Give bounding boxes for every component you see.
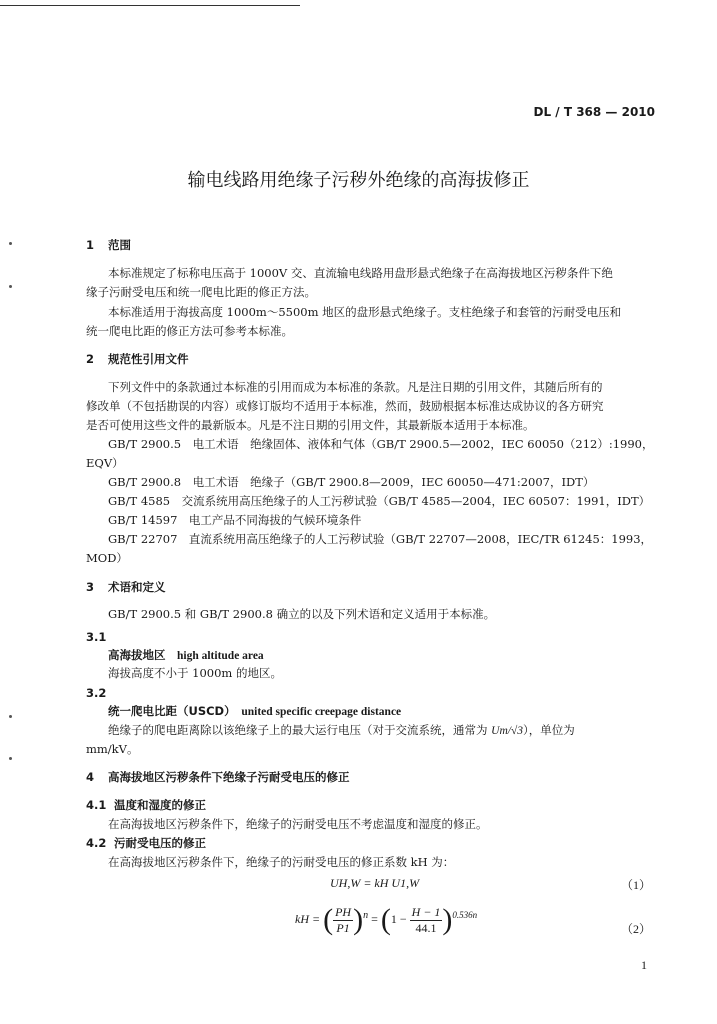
scan-speck bbox=[9, 757, 12, 760]
s4-1-text: 在高海拔地区污秽条件下，绝缘子的污耐受电压不考虑温度和湿度的修正。 bbox=[108, 817, 488, 831]
ref-gbt2900-5: GB/T 2900.5 电工术语 绝缘固体、液体和气体（GB/T 2900.5—2002，IEC 60050（212）:1990， bbox=[108, 437, 654, 451]
section-4-heading: 4 高海拔地区污秽条件下绝缘子污耐受电压的修正 bbox=[86, 770, 350, 784]
scan-speck bbox=[9, 715, 12, 718]
s4-2-text: 在高海拔地区污秽条件下，绝缘子的污耐受电压的修正系数 kH 为： bbox=[108, 855, 455, 869]
s1-para2-line2: 统一爬电比距的修正方法可参考本标准。 bbox=[86, 324, 293, 338]
equation-2: kH = ( $\frac{PH}{P1}$ )$^n$ = (1 − $\frac{H - 1}{44.1}$ )$^{0.536n}$ bbox=[295, 903, 478, 936]
ref-gbt22707: GB/T 22707 直流系统用高压绝缘子的人工污秽试验（GB/T 22707—2008，IEC/TR 61245：1993， bbox=[108, 532, 653, 546]
section-4-2-heading: 4.2 污耐受电压的修正 bbox=[86, 836, 206, 850]
equation-2-number: （2） bbox=[620, 922, 651, 936]
top-rule bbox=[0, 5, 300, 6]
s3-intro: GB/T 2900.5 和 GB/T 2900.8 确立的以及下列术语和定义适用于本标准。 bbox=[108, 607, 496, 621]
ref-gbt2900-8: GB/T 2900.8 电工术语 绝缘子（GB/T 2900.8—2009，IEC 60050—471:2007，IDT） bbox=[108, 475, 595, 489]
section-4-1-heading: 4.1 温度和湿度的修正 bbox=[86, 798, 206, 812]
scan-speck bbox=[9, 285, 12, 288]
term-3-2-definition: 绝缘子的爬电距离除以该绝缘子上的最大运行电压（对于交流系统，通常为 Um/√3），单位为 bbox=[108, 723, 575, 737]
s2-para-line2: 修改单（不包括勘误的内容）或修订版均不适用于本标准，然而，鼓励根据本标准达成协议的各方研究 bbox=[86, 399, 604, 413]
term-3-1-definition: 海拔高度不小于 1000m 的地区。 bbox=[108, 666, 282, 680]
ref-gbt4585: GB/T 4585 交流系统用高压绝缘子的人工污秽试验（GB/T 4585—2004，IEC 60507：1991，IDT） bbox=[108, 494, 651, 508]
page-number: 1 bbox=[641, 958, 647, 972]
ref-gbt22707-cont: MOD） bbox=[86, 551, 128, 565]
s2-para-line3: 是否可使用这些文件的最新版本。凡是不注日期的引用文件，其最新版本适用于本标准。 bbox=[86, 418, 535, 432]
s1-para2-line1: 本标准适用于海拔高度 1000m～5500m 地区的盘形悬式绝缘子。支柱绝缘子和套管的污耐受电压和 bbox=[108, 305, 622, 319]
term-3-2-definition-cont: mm/kV。 bbox=[86, 742, 139, 756]
scan-speck bbox=[9, 242, 12, 245]
section-3-heading: 3 术语和定义 bbox=[86, 580, 166, 594]
term-3-1-number: 3.1 bbox=[86, 630, 107, 644]
s2-para-line1: 下列文件中的条款通过本标准的引用而成为本标准的条款。凡是注日期的引用文件，其随后所有的 bbox=[108, 380, 603, 394]
document-title: 输电线路用绝缘子污秽外绝缘的高海拔修正 bbox=[187, 170, 530, 191]
term-3-1-title: 高海拔地区 high altitude area bbox=[108, 648, 264, 662]
section-2-heading: 2 规范性引用文件 bbox=[86, 352, 189, 366]
section-1-heading: 1 范围 bbox=[86, 238, 131, 252]
s1-para1-line2: 缘子污耐受电压和统一爬电比距的修正方法。 bbox=[86, 285, 316, 299]
equation-1: UH,W = kH U1,W bbox=[330, 876, 420, 890]
ref-gbt14597: GB/T 14597 电工产品不同海拔的气候环境条件 bbox=[108, 513, 362, 527]
standard-number: DL / T 368 — 2010 bbox=[533, 105, 655, 119]
term-3-2-title: 统一爬电比距（USCD） united specific creepage distance bbox=[108, 704, 402, 718]
term-3-2-number: 3.2 bbox=[86, 686, 107, 700]
equation-1-number: （1） bbox=[620, 878, 651, 892]
ref-gbt2900-5-cont: EQV） bbox=[86, 456, 124, 470]
s1-para1-line1: 本标准规定了标称电压高于 1000V 交、直流输电线路用盘形悬式绝缘子在高海拔地区污秽条件下绝 bbox=[108, 266, 613, 280]
